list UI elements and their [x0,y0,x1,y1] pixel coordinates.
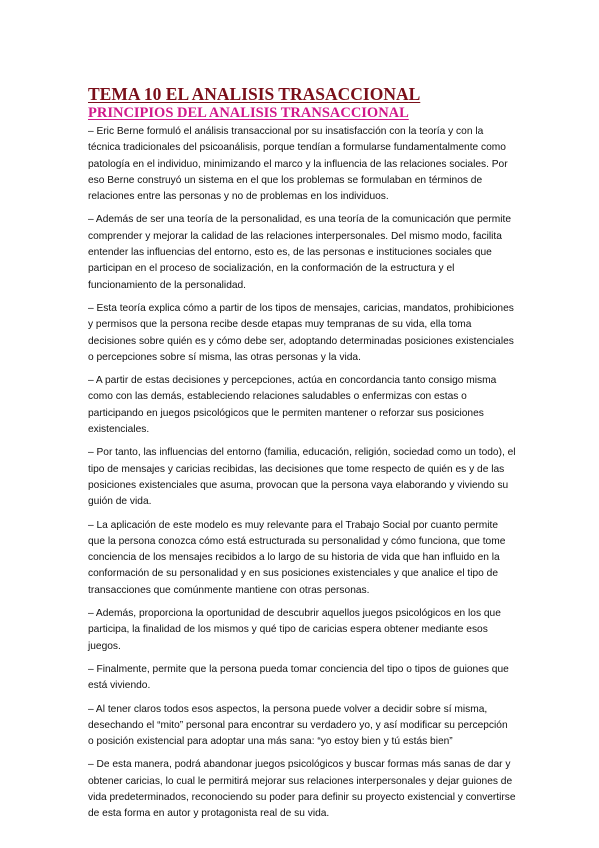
paragraph-1: – Eric Berne formuló el análisis transaccional por su insatisfacción con la teoría y con la técnica tradicionales del psicoanálisis, porque tendían a formularse fundamentalmente como patología en el individuo, minimizando el marco y la influencia de las relaciones sociales. Por eso Berne construyó un sistema en el que los problemas se formulaban en términos de relaciones entre las personas y no de problemas en los individuos. [88,126,508,203]
paragraph-7: – Además, proporciona la oportunidad de descubrir aquellos juegos psicológicos en los que participa, la finalidad de los mismos y qué tipo de caricias espera obtener mediante esos juegos. [88,608,501,652]
paragraph-4: – A partir de estas decisiones y percepciones, actúa en concordancia tanto consigo misma como con las demás, estableciendo relaciones saludables o enfermizas con estas o participando en juegos psicológicos que le permiten mantener o reforzar sus posiciones existenciales. [88,375,497,436]
paragraph-8: – Finalmente, permite que la persona pueda tomar conciencia del tipo o tipos de guiones que está viviendo. [88,663,509,692]
section-heading: PRINCIPIOS DEL ANALISIS TRANSACCIONAL [88,105,409,121]
paragraph-5: – Por tanto, las influencias del entorno (familia, educación, religión, sociedad como un todo), el tipo de mensajes y caricias recibidas, las decisiones que tome respecto de quién es y de las posiciones existenciales que asuma, provocan que la persona vaya elaborando y viviendo su guión de vida. [88,447,516,508]
paragraph-2: – Además de ser una teoría de la personalidad, es una teoría de la comunicación que permite comprender y mejorar la calidad de las relaciones interpersonales. Del mismo modo, facilita entender las influencias del entorno, esto es, de las personas e instituciones sociales que participan en el proceso de socialización, en la conformación de la estructura y el funcionamiento de la personalidad. [88,214,512,291]
document-title: TEMA 10 EL ANALISIS TRASACCIONAL [88,84,421,104]
paragraph-6: – La aplicación de este modelo es muy relevante para el Trabajo Social por cuanto permite que la persona conozca cómo está estructurada su personalidad y cómo funciona, que tome conciencia de los mensajes recibidos a lo largo de su historia de vida que han influido en la conformación de su personalidad y en sus posiciones existenciales y que analice el tipo de transacciones que comúnmente mantiene con otras personas. [88,519,506,596]
paragraph-3: – Esta teoría explica cómo a partir de los tipos de mensajes, caricias, mandatos, prohibiciones y permisos que la persona recibe desde etapas muy tempranas de su vida, ella toma decisiones sobre quién es y cómo debe ser, adoptando determinadas posiciones existenciales o percepciones sobre sí misma, las otras personas y la vida. [88,302,514,363]
paragraph-10: – De esta manera, podrá abandonar juegos psicológicos y buscar formas más sanas de dar y obtener caricias, lo cual le permitirá mejorar sus relaciones interpersonales y dejar guiones de vida predeterminados, reconociendo su poder para definir su proyecto existencial y convertirse de esta forma en autor y protagonista real de su vida. [88,759,516,820]
document-content [88,84,516,830]
paragraph-9: – Al tener claros todos esos aspectos, la persona puede volver a decidir sobre sí misma, desechando el “mito” personal para encontrar su verdadero yo, y así modificar su percepción o posición existencial para adoptar una más sana: “yo estoy bien y tú estás bien” [88,703,508,748]
